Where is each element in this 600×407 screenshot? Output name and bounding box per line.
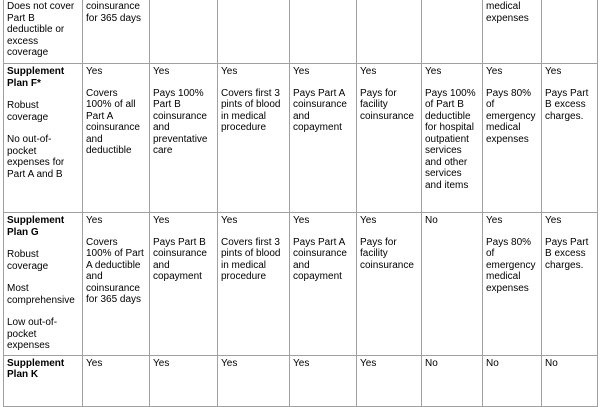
table-cell: Yes Pays Part B coinsurance and copayment [150, 213, 218, 356]
table-row-plan-f [4, 64, 598, 213]
plan-g-header-cell [4, 213, 83, 356]
supplement-plans-table [3, 0, 598, 407]
table-cell [290, 0, 357, 64]
table-cell: medical expenses [483, 0, 542, 64]
table-cell: Yes Pays 80% of emergency medical expenses [483, 213, 542, 356]
table-cell: No [542, 355, 598, 406]
table-cell: Yes Pays 100% of Part B deductible for hospital outpatient services and other services and items [422, 64, 483, 213]
plan-f-note: Robust coverage [7, 100, 49, 123]
table-cell: Yes [290, 355, 357, 406]
plan-f-note: No out-of-pocket expenses for Part A and B [7, 134, 65, 180]
plan-g-note: Most comprehensive [7, 283, 75, 306]
table-cell [357, 0, 422, 64]
plan-f-header-cell [4, 64, 83, 213]
table-cell: No [422, 213, 483, 356]
table-cell: Yes [83, 355, 150, 406]
table-cell: Yes Covers 100% of Part A deductible and coinsurance for 365 days [83, 213, 150, 356]
plan-g-title: Supplement Plan G [7, 215, 65, 238]
plan-k-header-cell [4, 355, 83, 406]
table-cell: Yes [357, 355, 422, 406]
table-cell [542, 0, 598, 64]
plan-g-note: Low out-of-pocket expenses [7, 317, 58, 351]
table-cell: No [422, 355, 483, 406]
plan-f-title: Supplement Plan F* [7, 66, 65, 89]
table-cell: Yes Pays Part A coinsurance and copayment [290, 64, 357, 213]
plan-k-title: Supplement Plan K [7, 357, 65, 380]
table-cell: Yes Pays Part B excess charges. [542, 213, 598, 356]
table-cell: Yes Pays Part B excess charges. [542, 64, 598, 213]
table-cell: Yes Pays Part A coinsurance and copayment [290, 213, 357, 356]
table-cell: Yes Pays for facility coinsurance [357, 213, 422, 356]
table-cell: coinsurance for 365 days [83, 0, 150, 64]
table-cell [150, 0, 218, 64]
table-cell: Yes Pays for facility coinsurance [357, 64, 422, 213]
table-cell: Yes Covers first 3 pints of blood in medical procedure [218, 213, 290, 356]
plan-g-note: Robust coverage [7, 249, 49, 272]
table-cell: Yes [218, 355, 290, 406]
table-cell: Yes Covers first 3 pints of blood in medical procedure [218, 64, 290, 213]
table-cell: Yes Pays 100% Part B coinsurance and preventative care [150, 64, 218, 213]
table-cell: Does not cover Part B deductible or excess coverage [4, 0, 83, 64]
table-cell: Yes Covers 100% of all Part A coinsurance and deductible [83, 64, 150, 213]
table-cell: No [483, 355, 542, 406]
table-cell [422, 0, 483, 64]
table-cell [218, 0, 290, 64]
table-cell: Yes [150, 355, 218, 406]
table-row-plan-k [4, 355, 598, 406]
table-cell: Yes Pays 80% of emergency medical expenses [483, 64, 542, 213]
table-row [4, 0, 598, 64]
table-row-plan-g [4, 213, 598, 356]
